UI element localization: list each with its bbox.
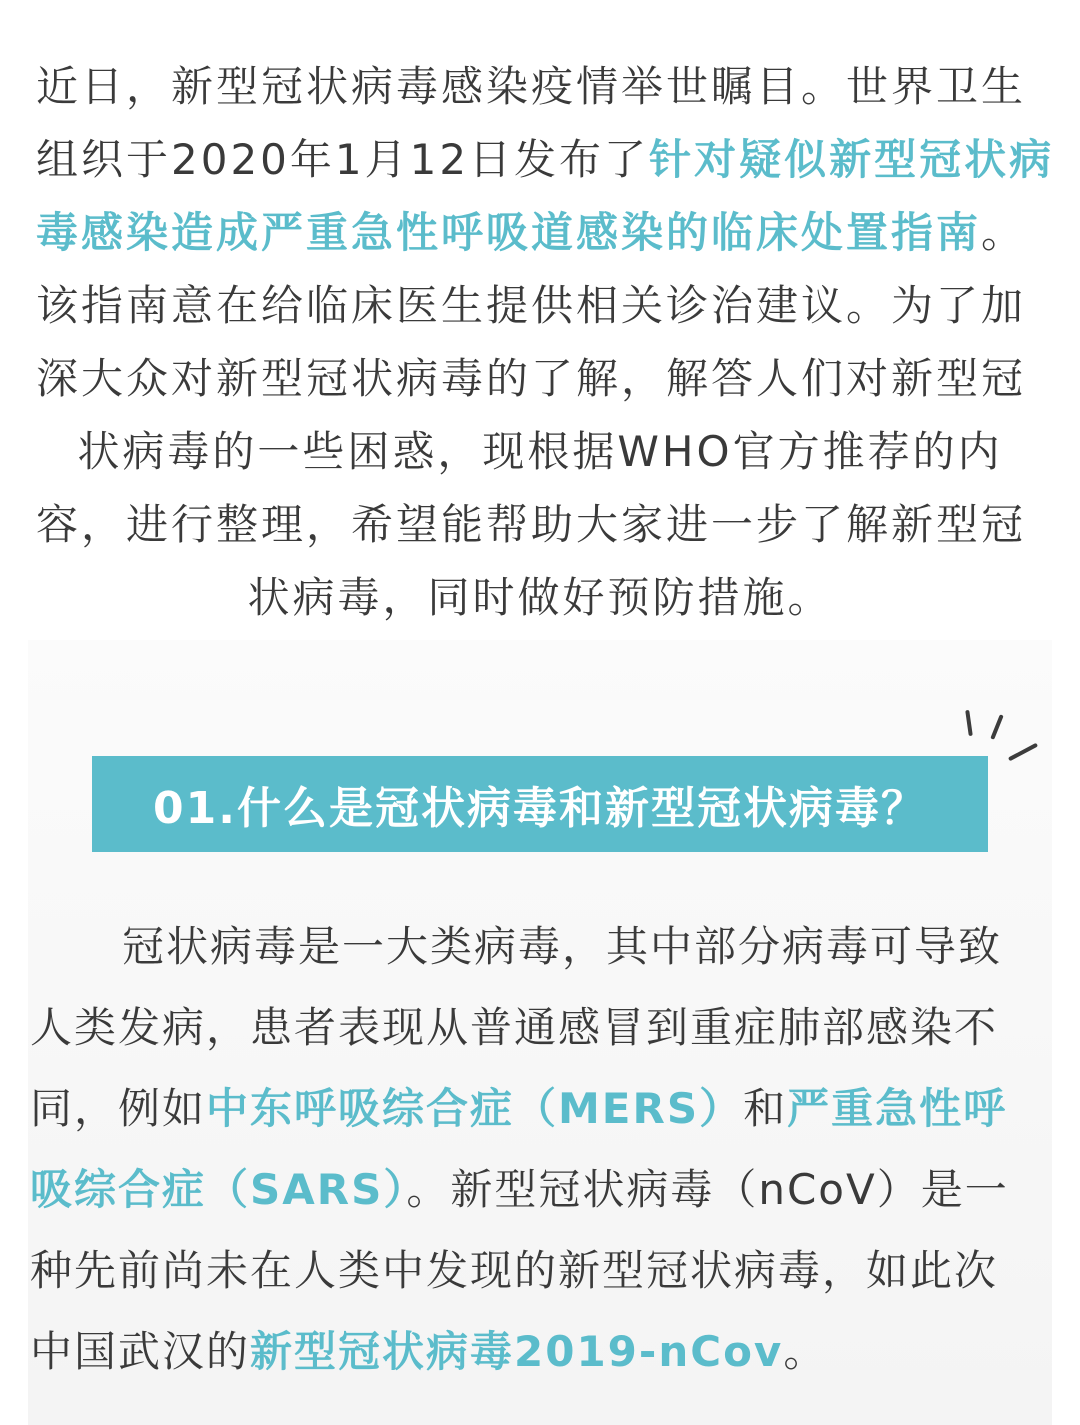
body-text: 中国武汉的: [30, 1327, 251, 1376]
intro-line: 状病毒的一些困惑，现根据WHO官方推荐的内: [77, 427, 1003, 476]
intro-paragraph: [36, 50, 1055, 634]
intro-line: 该指南意在给临床医生提供相关诊治建议。为了加: [36, 281, 1027, 330]
body-text: 同，例如: [30, 1084, 207, 1133]
body-paragraph: [30, 906, 1052, 1392]
intro-line: [36, 196, 1044, 269]
body-line: 人类发病，患者表现从普通感冒到重症肺部感染不: [30, 1003, 999, 1052]
ncov-link[interactable]: 新型冠状病毒2019-nCov: [250, 1327, 784, 1376]
intro-line: [36, 123, 1055, 196]
mers-link[interactable]: 中东呼吸综合症（MERS）: [206, 1084, 744, 1133]
body-text: 。: [783, 1327, 828, 1376]
body-line: 冠状病毒是一大类病毒，其中部分病毒可导致: [122, 922, 1003, 971]
intro-text: 组织于2020年1月12日发布了: [36, 135, 650, 184]
sars-link[interactable]: 吸综合症（SARS）: [30, 1165, 407, 1214]
body-line: [30, 1149, 1052, 1230]
intro-text: 。: [981, 208, 1027, 257]
guideline-link[interactable]: 针对疑似新型冠状病: [649, 135, 1055, 184]
body-line: [30, 1311, 1052, 1392]
intro-line: 状病毒，同时做好预防措施。: [247, 573, 833, 622]
section-heading-text: 01.什么是冠状病毒和新型冠状病毒？: [153, 783, 927, 834]
body-text: 和: [743, 1084, 788, 1133]
intro-line: 深大众对新型冠状病毒的了解，解答人们对新型冠: [36, 354, 1027, 403]
body-line: [30, 1068, 1052, 1149]
intro-line: 容，进行整理，希望能帮助大家进一步了解新型冠: [36, 500, 1027, 549]
body-line: 种先前尚未在人类中发现的新型冠状病毒，如此次: [30, 1246, 999, 1295]
sars-link[interactable]: 严重急性呼: [787, 1084, 1008, 1133]
body-text: 。新型冠状病毒（nCoV）是一: [406, 1165, 1009, 1214]
guideline-link[interactable]: 毒感染造成严重急性呼吸道感染的临床处置指南: [36, 208, 982, 257]
intro-line: 近日，新型冠状病毒感染疫情举世瞩目。世界卫生: [36, 62, 1027, 111]
section-heading: [92, 756, 988, 852]
